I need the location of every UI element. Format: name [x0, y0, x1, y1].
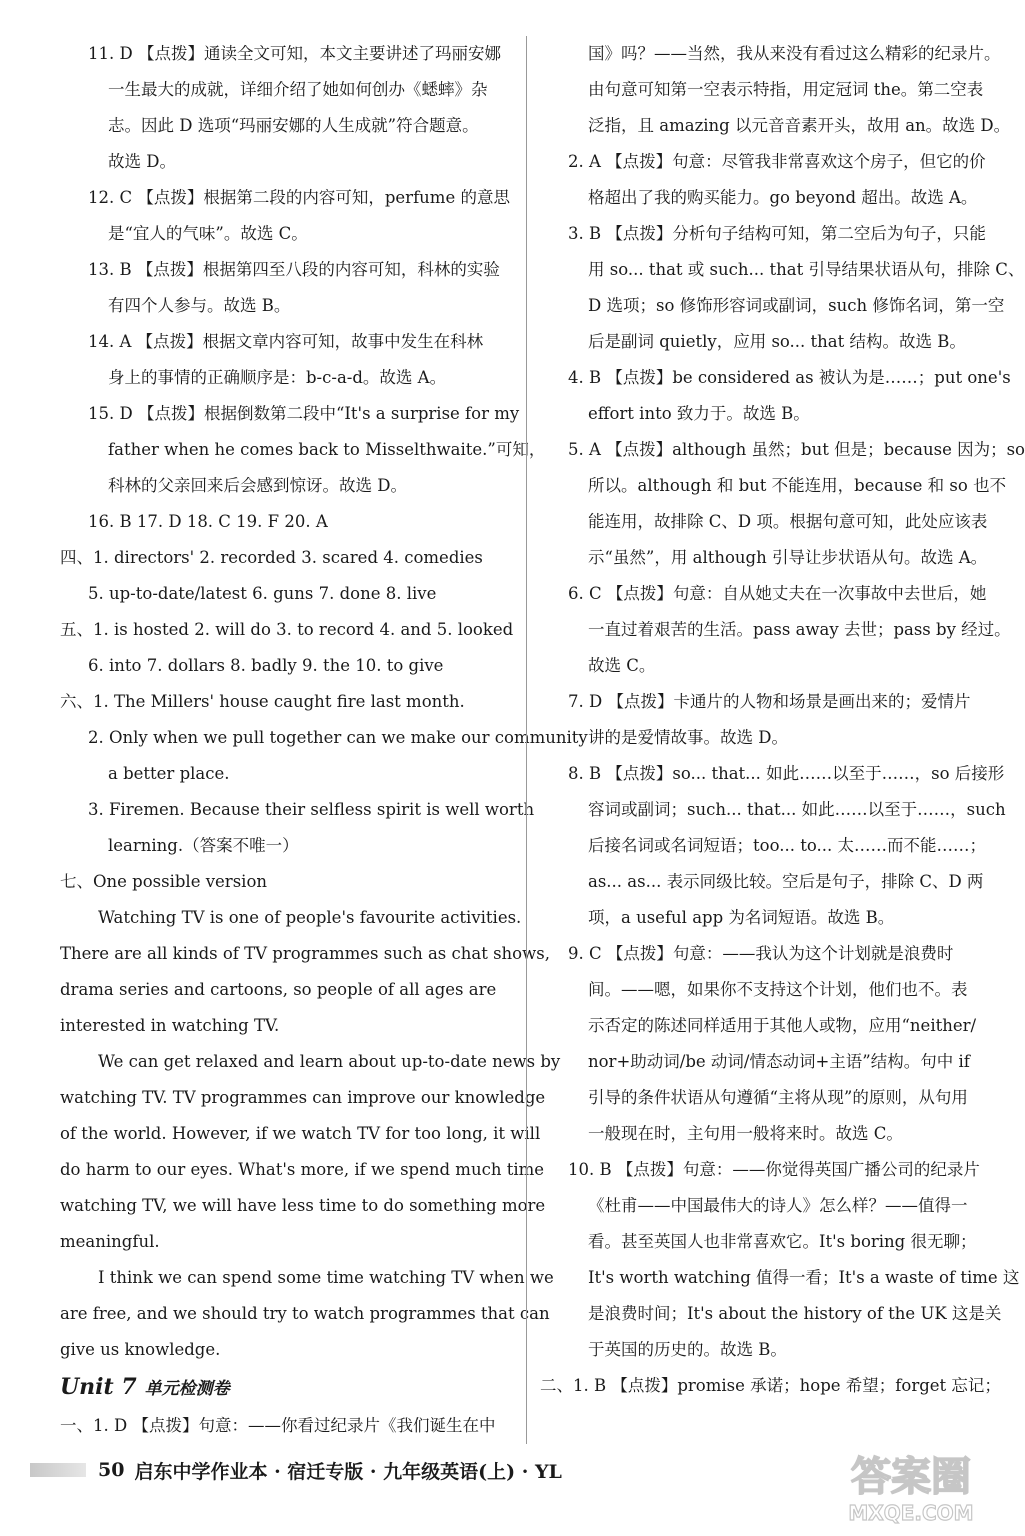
book-title: 启东中学作业本 · 宿迁专版 · 九年级英语(上) · YL: [134, 1460, 562, 1483]
text-line: 2. A 【点拨】句意：尽管我非常喜欢这个房子，但它的价: [568, 152, 986, 171]
text-line: meaningful.: [60, 1232, 160, 1251]
text-line: 于英国的历史的。故选 B。: [588, 1340, 787, 1359]
text-line: 11. D 【点拨】通读全文可知，本文主要讲述了玛丽安娜: [88, 44, 501, 63]
left-column: [60, 36, 588, 1444]
text-line: 六、1. The Millers' house caught fire last month.: [60, 692, 465, 711]
text-line: 故选 C。: [588, 656, 656, 675]
text-line: 讲的是爱情故事。故选 D。: [588, 728, 788, 747]
text-line: We can get relaxed and learn about up-to-date news by: [98, 1052, 561, 1071]
text-line: 引导的条件状语从句遵循“主将从现”的原则，从句用: [588, 1088, 968, 1107]
text-line: 容词或副词；such... that... 如此……以至于……，such: [588, 800, 1006, 819]
text-line: 16. B 17. D 18. C 19. F 20. A: [88, 512, 328, 531]
text-line: nor+助动词/be 动词/情态动词+主语”结构。句中 if: [588, 1052, 970, 1071]
text-line: 一般现在时，主句用一般将来时。故选 C。: [588, 1124, 903, 1143]
text-line: 3. B 【点拨】分析句子结构可知，第二空后为句子，只能: [568, 224, 986, 243]
watermark-logo: [827, 1442, 995, 1526]
unit-heading: [60, 1368, 512, 1408]
text-line: 3. Firemen. Because their selfless spirit is well worth: [88, 800, 535, 819]
text-line: 七、One possible version: [60, 872, 267, 891]
text-line: 二、1. B 【点拨】promise 承诺；hope 希望；forget 忘记；: [540, 1376, 1001, 1395]
text-line: D 选项；so 修饰形容词或副词，such 修饰名词，第一空: [588, 296, 1005, 315]
text-line: Watching TV is one of people's favourite activities.: [98, 908, 522, 927]
text-line: 10. B 【点拨】句意：——你觉得英国广播公司的纪录片: [568, 1160, 980, 1179]
text-line: 是浪费时间；It's about the history of the UK 这是关: [588, 1304, 1002, 1323]
text-line: interested in watching TV.: [60, 1016, 280, 1035]
text-line: of the world. However, if we watch TV for too long, it will: [60, 1124, 541, 1143]
unit-subtitle: 单元检测卷: [144, 1379, 230, 1399]
text-line: 示否定的陈述同样适用于其他人或物，应用“neither/: [588, 1016, 977, 1035]
text-line: 由句意可知第一空表示特指，用定冠词 the。第二空表: [588, 80, 984, 99]
text-line: 所以。although 和 but 不能连用，because 和 so 也不: [588, 476, 1007, 495]
text-line: 故选 D。: [108, 152, 176, 171]
text-line: 用 so... that 或 such... that 引导结果状语从句，排除 C、: [588, 260, 1025, 279]
text-line: 5. A 【点拨】although 虽然；but 但是；because 因为；so: [568, 440, 1025, 459]
text-line: watching TV, we will have less time to do something more: [60, 1196, 546, 1215]
text-line: 五、1. is hosted 2. will do 3. to record 4. and 5. looked: [60, 620, 514, 639]
text-line: as... as... 表示同级比较。空后是句子，排除 C、D 两: [588, 872, 984, 891]
text-line: 一生最大的成就，详细介绍了她如何创办《蟋蟀》杂: [108, 80, 488, 99]
text-line: 后接名词或名词短语；too... to... 太……而不能……；: [588, 836, 986, 855]
text-line: drama series and cartoons, so people of all ages are: [60, 980, 497, 999]
watermark-subtext: MXQE.COM: [848, 1501, 974, 1525]
text-line: 12. C 【点拨】根据第二段的内容可知，perfume 的意思: [88, 188, 510, 207]
text-line: 科林的父亲回来后会感到惊讶。故选 D。: [108, 476, 407, 495]
text-line: 4. B 【点拨】be considered as 被认为是……；put one's: [568, 368, 1011, 387]
page-number: 50: [98, 1459, 125, 1481]
text-line: 有四个人参与。故选 B。: [108, 296, 291, 315]
text-line: father when he comes back to Misselthwaite.”可知，: [108, 440, 546, 459]
text-line: 后是副词 quietly，应用 so... that 结构。故选 B。: [588, 332, 966, 351]
text-line: 项，a useful app 为名词短语。故选 B。: [588, 908, 895, 927]
text-line: give us knowledge.: [60, 1340, 221, 1359]
text-line: 示“虽然”，用 although 引导让步状语从句。故选 A。: [588, 548, 988, 567]
watermark-text: 答案圈: [851, 1454, 971, 1500]
text-line: 国》吗？——当然，我从来没有看过这么精彩的纪录片。: [588, 44, 1001, 63]
text-line: 志。因此 D 选项“玛丽安娜的人生成就”符合题意。: [108, 116, 479, 135]
text-line: 6. into 7. dollars 8. badly 9. the 10. to give: [88, 656, 444, 675]
column-divider: [526, 36, 527, 1444]
text-line: 是“宜人的气味”。故选 C。: [108, 224, 308, 243]
text-line: 身上的事情的正确顺序是：b-c-a-d。故选 A。: [108, 368, 447, 387]
text-line: watching TV. TV programmes can improve our knowledge: [60, 1088, 546, 1107]
text-line: 9. C 【点拨】句意：——我认为这个计划就是浪费时: [568, 944, 954, 963]
text-line: a better place.: [108, 764, 230, 783]
text-line: There are all kinds of TV programmes such as chat shows,: [60, 944, 550, 963]
text-line: 6. C 【点拨】句意：自从她丈夫在一次事故中去世后，她: [568, 584, 987, 603]
text-line: 看。甚至英国人也非常喜欢它。It's boring 很无聊；: [588, 1232, 977, 1251]
text-line: 泛指，且 amazing 以元音音素开头，故用 an。故选 D。: [588, 116, 1011, 135]
text-line: It's worth watching 值得一看；It's a waste of time 这: [588, 1268, 1020, 1287]
text-line: 四、1. directors' 2. recorded 3. scared 4. comedies: [60, 548, 483, 567]
text-line: 2. Only when we pull together can we make our community: [88, 728, 588, 747]
text-line: 能连用，故排除 C、D 项。根据句意可知，此处应该表: [588, 512, 988, 531]
text-line: learning.（答案不唯一）: [108, 836, 299, 855]
unit-title: Unit 7: [60, 1374, 137, 1400]
text-line: are free, and we should try to watch programmes that can: [60, 1304, 550, 1323]
text-line: 13. B 【点拨】根据第四至八段的内容可知，科林的实验: [88, 260, 500, 279]
text-line: 14. A 【点拨】根据文章内容可知，故事中发生在科林: [88, 332, 484, 351]
text-line: 5. up-to-date/latest 6. guns 7. done 8. live: [88, 584, 437, 603]
text-line: 《杜甫——中国最伟大的诗人》怎么样？——值得一: [588, 1196, 968, 1215]
page-footer: [30, 1452, 562, 1488]
text-line: 一直过着艰苦的生活。pass away 去世；pass by 经过。: [588, 620, 1011, 639]
footer-decoration-bar: [30, 1463, 86, 1477]
text-line: 格超出了我的购买能力。go beyond 超出。故选 A。: [588, 188, 978, 207]
text-line: 一、1. D 【点拨】句意：——你看过纪录片《我们诞生在中: [60, 1416, 496, 1435]
text-line: I think we can spend some time watching TV when we: [98, 1268, 554, 1287]
right-column: [540, 36, 1025, 1404]
text-line: 15. D 【点拨】根据倒数第二段中“It's a surprise for my: [88, 404, 520, 423]
text-line: effort into 致力于。故选 B。: [588, 404, 810, 423]
text-line: 间。——嗯，如果你不支持这个计划，他们也不。表: [588, 980, 968, 999]
text-line: 8. B 【点拨】so... that... 如此……以至于……，so 后接形: [568, 764, 1005, 783]
text-line: 7. D 【点拨】卡通片的人物和场景是画出来的；爱情片: [568, 692, 971, 711]
text-line: do harm to our eyes. What's more, if we spend much time: [60, 1160, 545, 1179]
